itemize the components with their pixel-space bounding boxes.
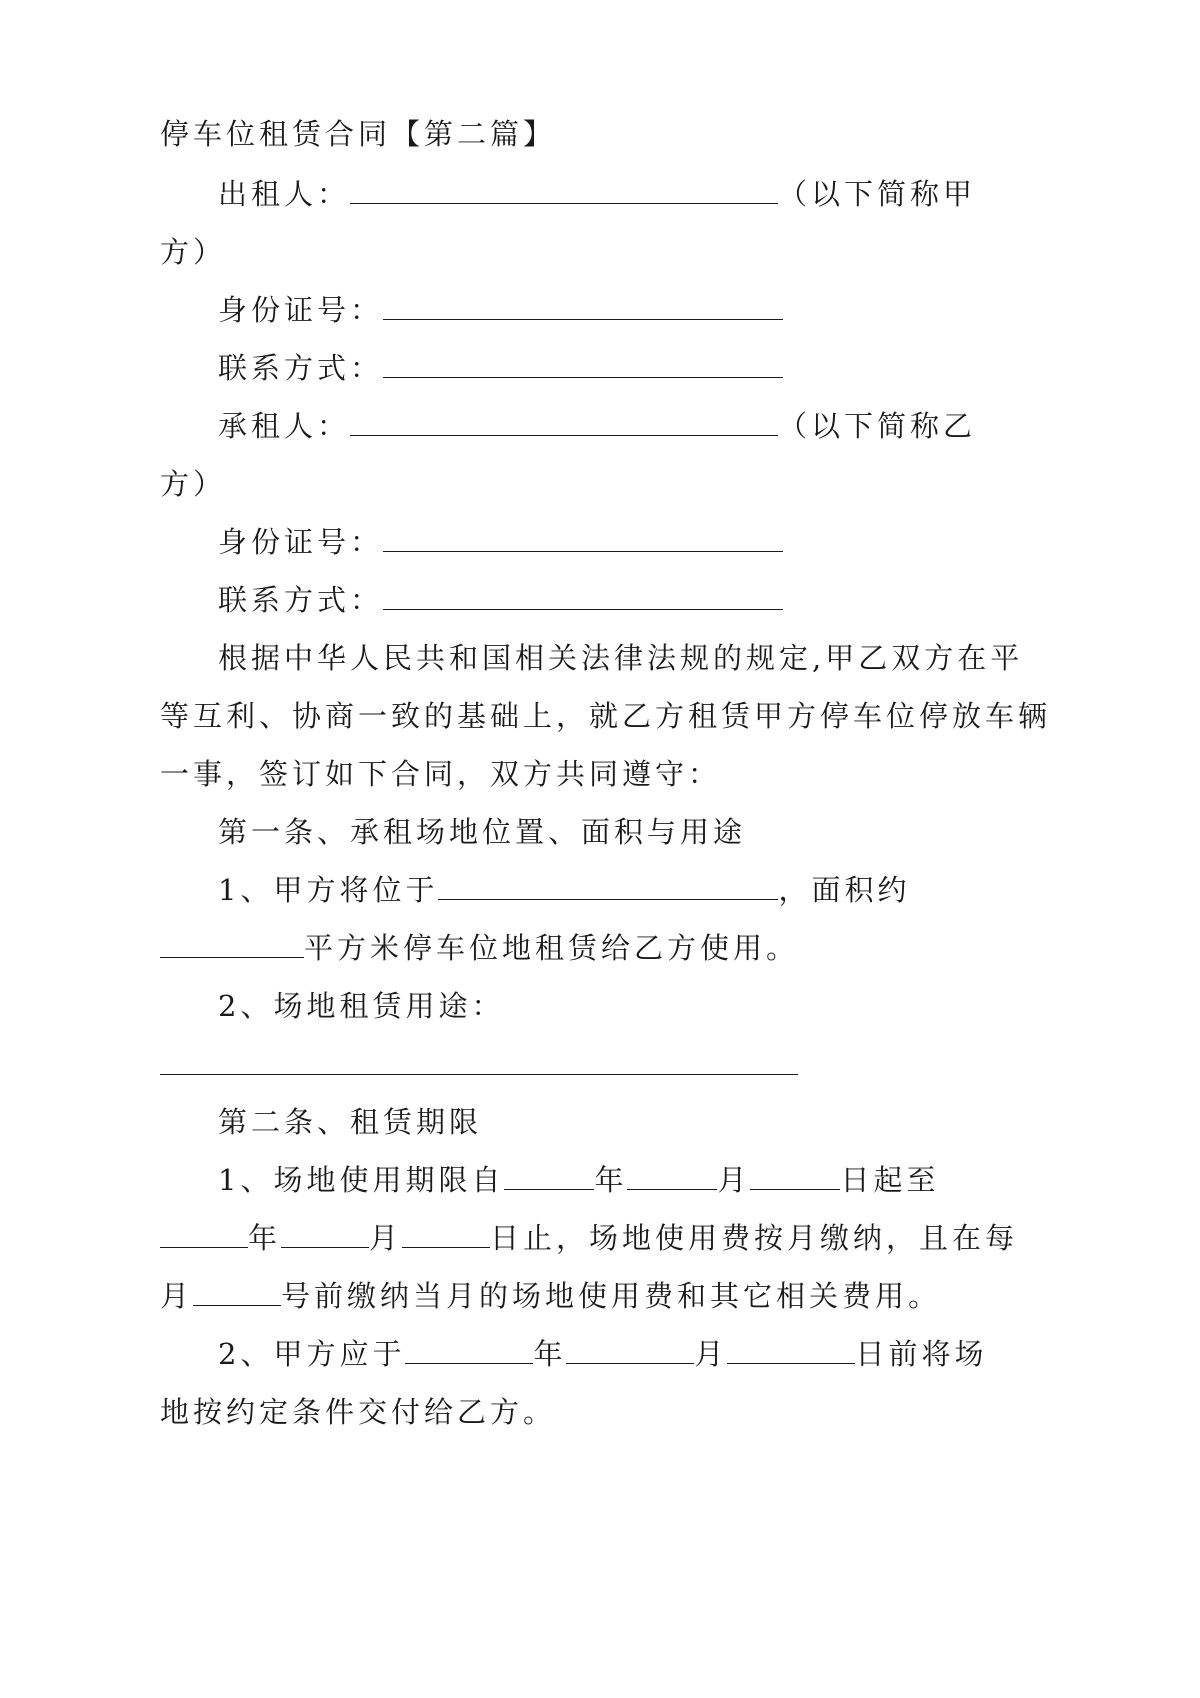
lessor-contact-line	[218, 348, 783, 388]
item-text: 日前将场	[855, 1337, 988, 1371]
lessee-note-continued: 方）	[160, 467, 227, 501]
lessee-note: （以下简称乙	[778, 409, 977, 443]
id-label: 身份证号：	[218, 525, 384, 559]
intro-paragraph-line-3: 一事，签订如下合同，双方共同遵守：	[160, 757, 722, 791]
item-text: 日止，场地使用费按月缴纳，且在每	[490, 1221, 1019, 1255]
area-blank	[160, 929, 304, 958]
usage-blank	[160, 1074, 798, 1075]
lessor-id-line	[218, 290, 783, 330]
year-text: 年	[594, 1163, 628, 1197]
month-text: 月	[369, 1221, 403, 1255]
lessor-line	[218, 174, 976, 214]
intro-paragraph-line-2: 等互利、协商一致的基础上，就乙方租赁甲方停车位停放车辆	[160, 699, 1052, 733]
start-month-blank	[627, 1161, 717, 1190]
month-text: 月	[717, 1163, 751, 1197]
lessee-label: 承租人：	[218, 409, 351, 443]
end-year-blank	[160, 1219, 248, 1248]
article-2-item-2-continued: 地按约定条件交付给乙方。	[160, 1395, 557, 1429]
lessor-contact-blank	[383, 349, 783, 378]
lessor-note-continued: 方）	[160, 235, 227, 269]
item-text: 平方米停车位地租赁给乙方使用。	[304, 931, 800, 965]
delivery-day-blank	[727, 1335, 855, 1364]
lessee-contact-blank	[383, 581, 783, 610]
item-text: 日起至	[840, 1163, 940, 1197]
item-text: 1、场地使用期限自	[218, 1163, 505, 1197]
article-2-item-1-continued	[160, 1218, 1018, 1258]
payment-day-blank	[193, 1277, 281, 1306]
year-text: 年	[533, 1337, 567, 1371]
lessee-id-blank	[383, 523, 783, 552]
article-2-heading: 第二条、租赁期限	[218, 1105, 483, 1139]
lessor-label: 出租人：	[218, 177, 351, 211]
end-day-blank	[402, 1219, 490, 1248]
location-blank	[438, 871, 778, 900]
article-2-item-1	[218, 1160, 940, 1200]
lessor-note: （以下简称甲	[778, 177, 977, 211]
article-1-heading: 第一条、承租场地位置、面积与用途	[218, 815, 747, 849]
article-1-item-1-continued	[160, 928, 799, 968]
end-month-blank	[281, 1219, 369, 1248]
lessee-contact-line	[218, 580, 783, 620]
item-text: 1、甲方将位于	[218, 873, 439, 907]
delivery-month-blank	[566, 1335, 694, 1364]
delivery-year-blank	[405, 1335, 533, 1364]
article-2-item-1-payment	[160, 1276, 941, 1316]
month-text: 月	[160, 1279, 194, 1313]
article-1-item-2: 2、场地租赁用途：	[218, 989, 505, 1023]
intro-paragraph-line-1: 根据中华人民共和国相关法律法规的规定,甲乙双方在平	[218, 641, 1024, 675]
lessor-name-blank	[350, 175, 778, 204]
document-title: 停车位租赁合同【第二篇】	[160, 117, 557, 151]
item-text: ，面积约	[778, 873, 911, 907]
article-1-item-1	[218, 870, 910, 910]
contact-label: 联系方式：	[218, 351, 384, 385]
lessee-line	[218, 406, 976, 446]
lessee-id-line	[218, 522, 783, 562]
contact-label: 联系方式：	[218, 583, 384, 617]
year-text: 年	[248, 1221, 282, 1255]
start-day-blank	[750, 1161, 840, 1190]
lessor-id-blank	[383, 291, 783, 320]
lessee-name-blank	[350, 407, 778, 436]
month-text: 月	[694, 1337, 728, 1371]
item-text: 2、甲方应于	[218, 1337, 406, 1371]
start-year-blank	[504, 1161, 594, 1190]
article-2-item-2	[218, 1334, 988, 1374]
item-text: 号前缴纳当月的场地使用费和其它相关费用。	[281, 1279, 942, 1313]
id-label: 身份证号：	[218, 293, 384, 327]
